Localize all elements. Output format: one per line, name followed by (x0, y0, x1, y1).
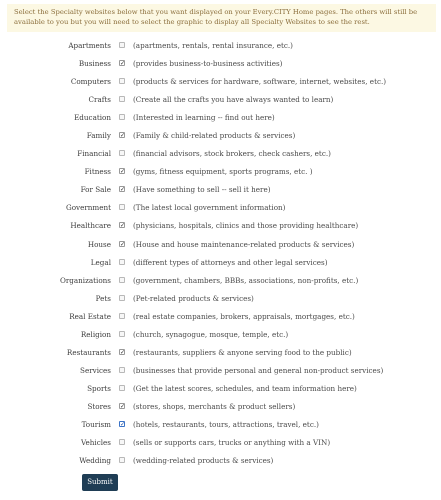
checkbox-services[interactable] (119, 367, 125, 373)
option-row-for-sale (0, 181, 441, 199)
option-label[interactable]: Stores (87, 401, 111, 411)
option-description: (physicians, hospitals, clinics and those providing healthcare) (133, 221, 359, 231)
option-description: (Family & child-related products & services) (133, 131, 296, 141)
option-label[interactable]: Organizations (59, 275, 111, 285)
option-row-wedding (0, 452, 441, 470)
option-row-education (0, 109, 441, 127)
option-description: (businesses that provide personal and general non-product services) (133, 365, 384, 375)
checkbox-vehicles[interactable] (119, 439, 125, 445)
option-description: (different types of attorneys and other legal services) (133, 257, 328, 267)
option-description: (Create all the crafts you have always wanted to learn) (133, 95, 334, 105)
option-description: (Interested in learning -- find out here) (133, 113, 275, 123)
option-row-business (0, 55, 441, 73)
option-row-stores (0, 398, 441, 416)
option-description: (wedding-related products & services) (133, 456, 274, 466)
option-row-organizations (0, 272, 441, 290)
checkbox-business[interactable]: ✓ (120, 60, 126, 68)
option-label[interactable]: Business (78, 59, 111, 69)
option-row-house (0, 236, 441, 254)
checkbox-pets[interactable] (119, 295, 125, 301)
checkbox-real-estate[interactable] (119, 313, 125, 319)
option-label[interactable]: Real Estate (69, 311, 111, 321)
option-description: (church, synagogue, mosque, temple, etc.) (133, 329, 289, 339)
option-description: (The latest local government information) (133, 203, 286, 213)
checkbox-apartments[interactable] (119, 42, 125, 48)
option-label[interactable]: Religion (80, 329, 111, 339)
option-label[interactable]: House (87, 239, 111, 249)
checkbox-crafts[interactable] (119, 96, 125, 102)
checkbox-organizations[interactable] (119, 277, 125, 283)
option-row-tourism (0, 416, 441, 434)
option-label[interactable]: Restaurants (66, 347, 111, 357)
option-row-financial (0, 145, 441, 163)
checkbox-religion[interactable] (119, 331, 125, 337)
option-description: (hotels, restaurants, tours, attractions, travel, etc.) (133, 419, 319, 429)
option-description: (financial advisors, stock brokers, check cashers, etc.) (133, 149, 331, 159)
checkbox-sports[interactable] (119, 385, 125, 391)
checkbox-tourism[interactable]: ✓ (120, 420, 126, 428)
option-row-crafts (0, 91, 441, 109)
option-row-fitness (0, 163, 441, 181)
option-description: (real estate companies, brokers, appraisals, mortgages, etc.) (133, 311, 355, 321)
option-description: (Have something to sell -- sell it here) (133, 185, 271, 195)
checkbox-restaurants[interactable]: ✓ (120, 348, 126, 356)
specialty-website-list (0, 37, 441, 470)
checkbox-education[interactable] (119, 114, 125, 120)
option-row-real-estate (0, 308, 441, 326)
option-row-services (0, 362, 441, 380)
option-description: (restaurants, suppliers & anyone serving food to the public) (133, 347, 352, 357)
option-description: (gyms, fitness equipment, sports programs, etc. ) (133, 167, 313, 177)
option-label[interactable]: Healthcare (70, 221, 111, 231)
option-label[interactable]: Crafts (88, 95, 111, 105)
option-label[interactable]: Family (86, 131, 111, 141)
option-description: (provides business-to-business activities) (133, 59, 283, 69)
checkbox-government[interactable] (119, 204, 125, 210)
option-description: (stores, shops, merchants & product sellers) (133, 401, 296, 411)
option-description: (government, chambers, BBBs, associations, non-profits, etc.) (133, 275, 359, 285)
option-label[interactable]: Sports (87, 383, 111, 393)
checkbox-stores[interactable]: ✓ (120, 402, 126, 410)
checkbox-financial[interactable] (119, 150, 125, 156)
option-label[interactable]: Tourism (81, 419, 111, 429)
option-row-vehicles (0, 434, 441, 452)
option-row-apartments (0, 37, 441, 55)
checkbox-legal[interactable] (119, 259, 125, 265)
option-description: (Pet-related products & services) (133, 293, 254, 303)
option-label[interactable]: Pets (95, 293, 111, 303)
option-row-pets (0, 290, 441, 308)
option-row-religion (0, 326, 441, 344)
option-description: (Get the latest scores, schedules, and team information here) (133, 383, 357, 393)
option-row-government (0, 199, 441, 217)
option-label[interactable]: Government (65, 203, 111, 213)
option-row-sports (0, 380, 441, 398)
option-row-computers (0, 73, 441, 91)
option-label[interactable]: Financial (77, 149, 111, 159)
checkbox-for-sale[interactable]: ✓ (120, 186, 126, 194)
option-label[interactable]: Vehicles (81, 438, 111, 448)
submit-button[interactable]: Submit (82, 474, 118, 491)
option-label[interactable]: Wedding (79, 456, 111, 466)
option-label[interactable]: Education (74, 113, 111, 123)
checkbox-computers[interactable] (119, 78, 125, 84)
option-row-family (0, 127, 441, 145)
option-description: (apartments, rentals, rental insurance, etc.) (133, 41, 293, 50)
checkbox-healthcare[interactable]: ✓ (120, 222, 126, 230)
info-notice (7, 4, 436, 32)
option-description: (sells or supports cars, trucks or anything with a VIN) (133, 438, 331, 448)
option-label[interactable]: For Sale (80, 185, 111, 195)
option-label[interactable]: Computers (70, 77, 111, 87)
checkbox-house[interactable]: ✓ (120, 240, 126, 248)
checkbox-family[interactable]: ✓ (120, 132, 126, 140)
option-label[interactable]: Legal (90, 257, 111, 267)
checkbox-wedding[interactable] (119, 457, 125, 463)
option-label[interactable]: Apartments (68, 41, 111, 50)
option-row-healthcare (0, 217, 441, 235)
notice-text: Select the Specialty websites below that you want displayed on your Every.CITY Home pages. The others will still be available to you but you will need to select the graphic to display all Specialty Websites to see the rest. (14, 8, 418, 26)
option-label[interactable]: Services (80, 365, 111, 375)
option-row-restaurants (0, 344, 441, 362)
option-row-legal (0, 254, 441, 272)
option-description: (House and house maintenance-related products & services) (133, 239, 355, 249)
option-label[interactable]: Fitness (84, 167, 111, 177)
option-description: (products & services for hardware, software, internet, websites, etc.) (133, 77, 387, 87)
checkbox-fitness[interactable]: ✓ (120, 168, 126, 176)
